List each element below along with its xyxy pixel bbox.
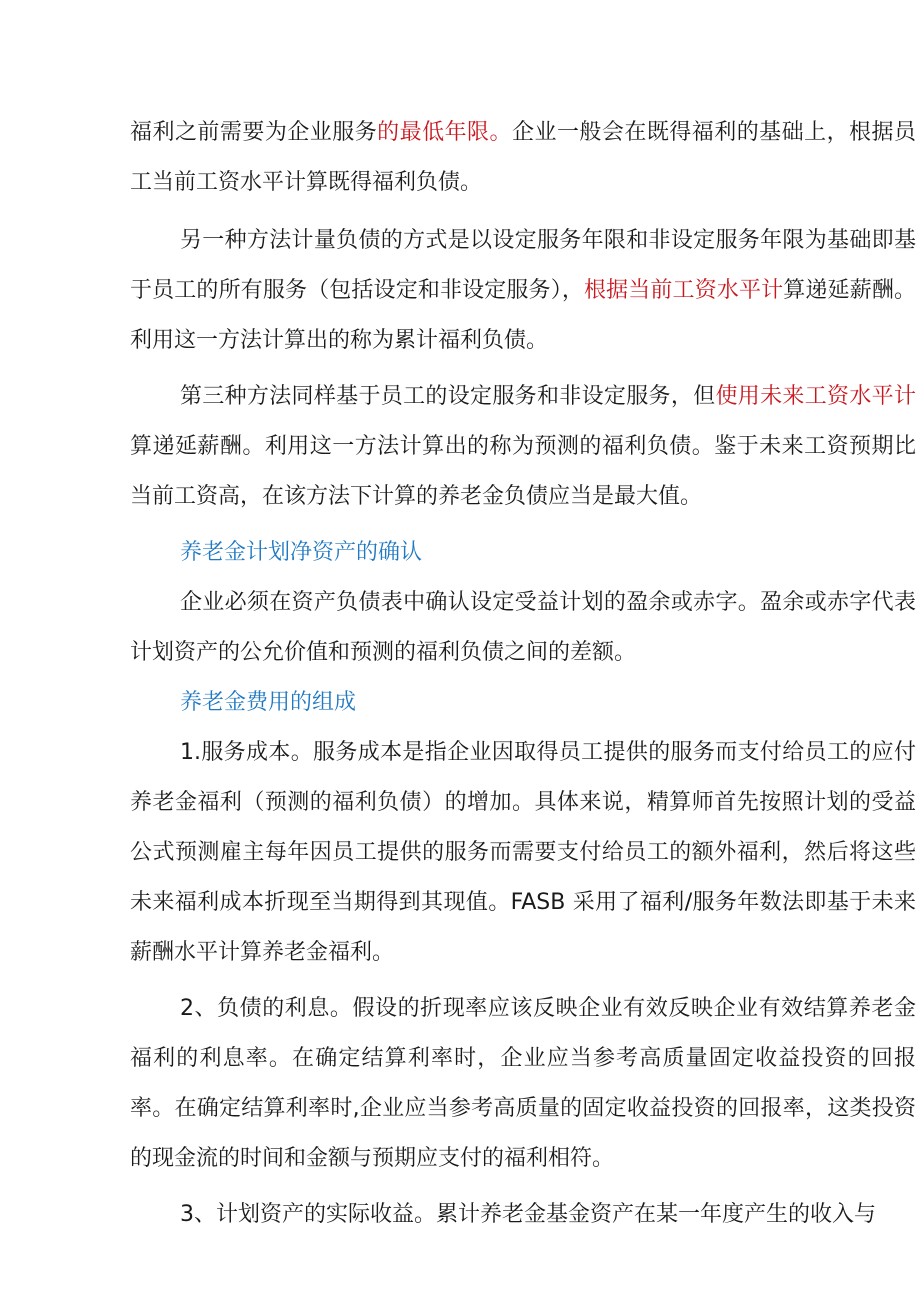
paragraph-interest-cost: 2、负债的利息。假设的折现率应该反映企业有效反映企业有效结算养老金福利的利息率。在确定结算利率时，企业应当参考高质量固定收益投资的回报率。在确定结算利率时,企业应当参考高质量的固定收益投资的回报率，这类投资的现金流的时间和金额与预期应支付的福利相符。: [130, 996, 916, 1171]
highlighted-text: 使用未来工资水平计: [715, 384, 916, 409]
paragraph-text: 福利之前需要为企业服务: [130, 120, 378, 145]
highlighted-text: 根据当前工资水平计: [583, 278, 784, 303]
section-heading-net-assets: 养老金计划净资产的确认: [180, 540, 423, 565]
paragraph-vested-benefit: [130, 108, 916, 208]
document-page: [130, 108, 916, 1240]
highlighted-text: 的最低年限。: [377, 120, 512, 145]
paragraph-surplus-deficit: 企业必须在资产负债表中确认设定受益计划的盈余或赤字。盈余或赤字代表计划资产的公允价值和预测的福利负债之间的差额。: [130, 590, 916, 665]
paragraph-accumulated-benefit: [130, 216, 916, 366]
paragraph-service-cost: 1.服务成本。服务成本是指企业因取得员工提供的服务而支付给员工的应付养老金福利（预测的福利负债）的增加。具体来说，精算师首先按照计划的受益公式预测雇主每年因员工提供的服务而需要支付给员工的额外福利，然后将这些未来福利成本折现至当期得到其现值。FASB 采用了福利/服务年数法即基于未来薪酬水平计算养老金福利。: [130, 740, 916, 965]
section-heading-pension-expense: 养老金费用的组成: [180, 690, 357, 715]
paragraph-projected-benefit: [130, 372, 916, 522]
paragraph-text: 企业一般会在既得福利的基础上，根据员工当前工资水平计算既得福利负债。: [130, 120, 916, 195]
paragraph-text: 另一种方法计量负债的方式是以设定服务年限和非设定服务年限为基础即基于员工的所有服务（包括设定和非设定服务），: [130, 228, 916, 303]
paragraph-text: 第三种方法同样基于员工的设定服务和非设定服务，但: [180, 384, 716, 409]
paragraph-text: 算递延薪酬。利用这一方法计算出的称为预测的福利负债。鉴于未来工资预期比当前工资高，在该方法下计算的养老金负债应当是最大值。: [130, 434, 916, 509]
paragraph-text: 算递延薪酬。利用这一方法计算出的称为累计福利负债。: [130, 278, 916, 353]
paragraph-actual-return: 3、计划资产的实际收益。累计养老金基金资产在某一年度产生的收入与: [180, 1202, 876, 1227]
